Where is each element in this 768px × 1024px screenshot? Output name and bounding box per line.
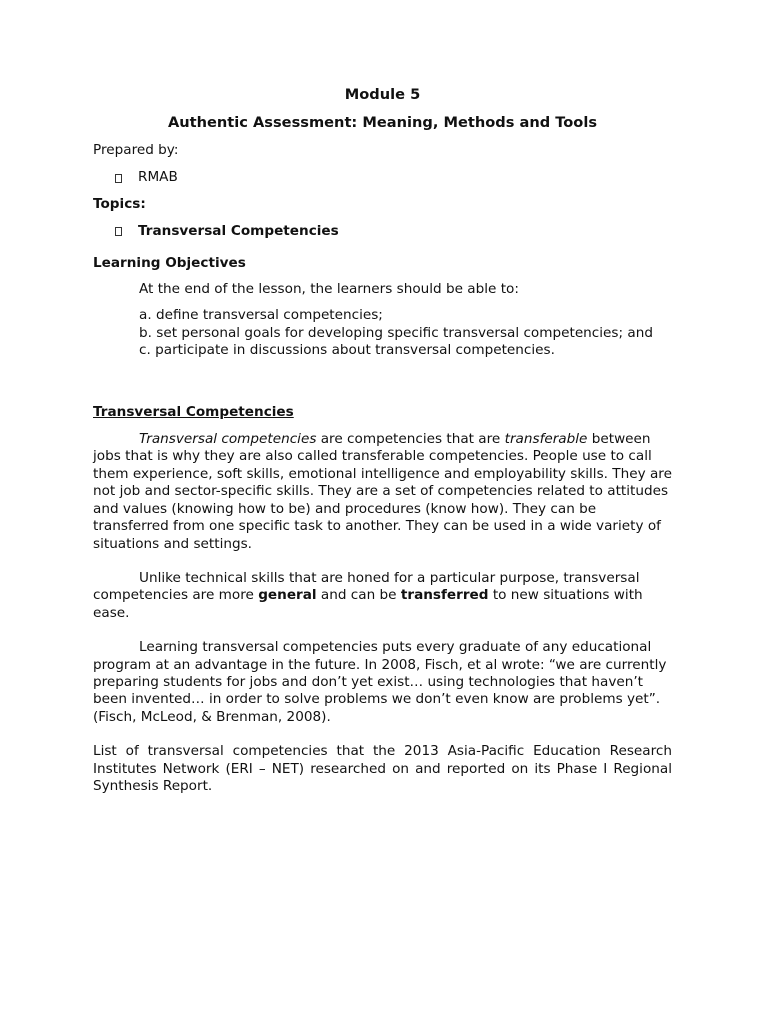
- topics-label: Topics:: [93, 195, 146, 212]
- paragraph-1: [93, 431, 672, 553]
- objective-item: a. define transversal competencies;: [139, 307, 383, 324]
- paragraph-text: Unlike technical skills that are honed for a particular purpose, transversal competencies are more: [93, 569, 640, 604]
- section-heading: Transversal Competencies: [93, 403, 294, 420]
- objective-item: c. participate in discussions about transversal competencies.: [139, 342, 555, 359]
- paragraph-2: [93, 570, 672, 622]
- bold-term: general: [258, 587, 317, 604]
- prepared-by-label: Prepared by:: [93, 142, 179, 158]
- paragraph-4: List of transversal competencies that the 2013 Asia-Pacific Education Research Institutes Network (ERI – NET) researched on and reported on its Phase I Regional Synthesis Report.: [93, 743, 672, 794]
- learning-objectives-heading: Learning Objectives: [93, 254, 246, 271]
- paragraph-3: Learning transversal competencies puts every graduate of any educational program at an advantage in the future. In 2008, Fisch, et al wrote: “we are currently preparing students for jobs and don’t yet exist… using technologies that haven’t been invented… in order to solve problems we don’t even know are problems yet”. (Fisch, McLeod, & Brenman, 2008).: [93, 639, 667, 725]
- bullet-box-icon: [115, 227, 122, 236]
- paragraph-text: are competencies that are: [316, 431, 505, 448]
- author-item: [115, 169, 672, 186]
- objective-item: b. set personal goals for developing specific transversal competencies; and: [139, 324, 653, 341]
- paragraph-text: between jobs that is why they are also called transferable competencies. People use to call them experience, soft skills, emotional intelligence and employability skills. They are not job and sector-specific skills. They are a set of competencies related to attitudes and values (knowing how to be) and procedures (know how). They can be transferred from one specific task to another. They can be used in a wide variety of situations and settings.: [93, 431, 672, 552]
- objectives-list: [139, 307, 672, 359]
- topic-item: [115, 223, 672, 240]
- module-title: Module 5: [344, 86, 421, 103]
- topic-name: Transversal Competencies: [138, 223, 339, 240]
- italic-term: Transversal competencies: [139, 431, 317, 448]
- bold-term: transferred: [400, 587, 489, 604]
- learning-objectives-intro: At the end of the lesson, the learners should be able to:: [139, 281, 519, 298]
- paragraph-text: and can be: [316, 587, 401, 604]
- author-name: RMAB: [138, 169, 178, 186]
- module-subtitle: Authentic Assessment: Meaning, Methods and Tools: [167, 114, 598, 131]
- paragraph-text: to new situations with ease.: [93, 587, 643, 621]
- bullet-box-icon: [115, 174, 122, 183]
- italic-term: transferable: [504, 431, 588, 448]
